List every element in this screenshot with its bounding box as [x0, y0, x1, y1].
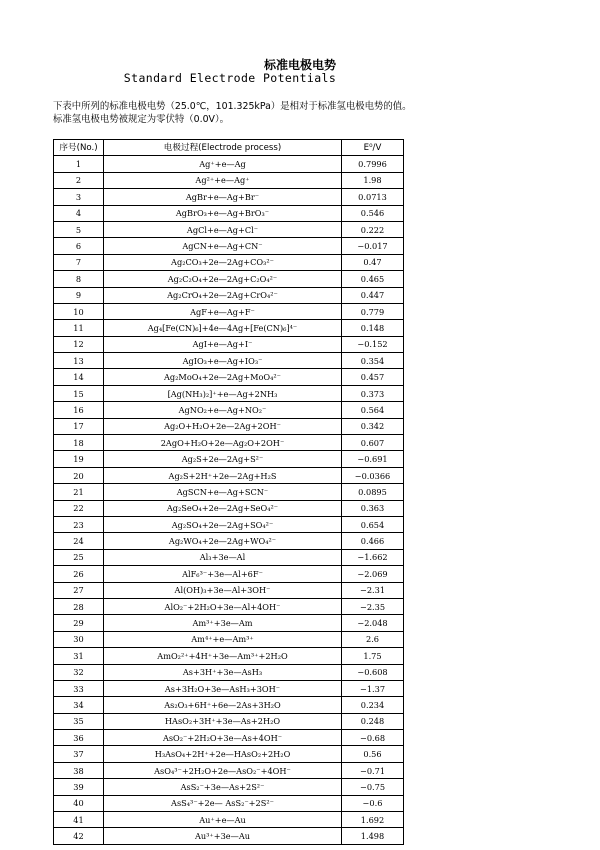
table-row — [54, 582, 404, 598]
cell-no: 42 — [54, 828, 104, 844]
table-row — [54, 353, 404, 369]
cell-no: 25 — [54, 549, 104, 565]
cell-potential: 0.654 — [342, 516, 404, 532]
cell-potential: −0.0366 — [342, 467, 404, 483]
cell-no: 29 — [54, 615, 104, 631]
table-row — [54, 566, 404, 582]
cell-process: Ag₂C₂O₄+2e—2Ag+C₂O₄²⁻ — [104, 271, 342, 287]
cell-potential: −2.31 — [342, 582, 404, 598]
cell-potential: 0.7996 — [342, 156, 404, 172]
cell-process: As+3H⁺+3e—AsH₃ — [104, 664, 342, 680]
table-row — [54, 287, 404, 303]
table-row — [54, 648, 404, 664]
table-row — [54, 533, 404, 549]
cell-process: AmO₂²⁺+4H⁺+3e—Am³⁺+2H₂O — [104, 648, 342, 664]
page-title-chinese: 标准电极电势 — [263, 58, 336, 72]
cell-potential: −0.71 — [342, 762, 404, 778]
table-row — [54, 598, 404, 614]
cell-no: 24 — [54, 533, 104, 549]
cell-process: Au⁺+e—Au — [104, 812, 342, 828]
cell-process: Ag₂CO₃+2e—2Ag+CO₃²⁻ — [104, 254, 342, 270]
table-header-row — [54, 140, 404, 156]
cell-no: 40 — [54, 795, 104, 811]
cell-no: 19 — [54, 451, 104, 467]
cell-no: 34 — [54, 697, 104, 713]
cell-process: As+3H₂O+3e—AsH₃+3OH⁻ — [104, 680, 342, 696]
cell-process: Ag₂MoO₄+2e—2Ag+MoO₄²⁻ — [104, 369, 342, 385]
cell-no: 8 — [54, 271, 104, 287]
cell-potential: 0.564 — [342, 402, 404, 418]
cell-process: AlF₆³⁻+3e—Al+6F⁻ — [104, 566, 342, 582]
cell-process: AsO₂⁻+2H₂O+3e—As+4OH⁻ — [104, 730, 342, 746]
cell-potential: 0.148 — [342, 320, 404, 336]
cell-potential: −0.6 — [342, 795, 404, 811]
cell-process: Ag₄[Fe(CN)₆]+4e—4Ag+[Fe(CN)₆]⁴⁻ — [104, 320, 342, 336]
cell-no: 13 — [54, 353, 104, 369]
table-row — [54, 369, 404, 385]
cell-no: 12 — [54, 336, 104, 352]
cell-potential: −1.662 — [342, 549, 404, 565]
cell-process: Ag²⁺+e—Ag⁺ — [104, 172, 342, 188]
cell-potential: 1.98 — [342, 172, 404, 188]
cell-no: 36 — [54, 730, 104, 746]
cell-process: AsS₂⁻+3e—As+2S²⁻ — [104, 779, 342, 795]
cell-process: Ag₂SeO₄+2e—2Ag+SeO₄²⁻ — [104, 500, 342, 516]
cell-potential: 0.779 — [342, 303, 404, 319]
cell-no: 28 — [54, 598, 104, 614]
cell-process: AlO₂⁻+2H₂O+3e—Al+4OH⁻ — [104, 598, 342, 614]
table-row — [54, 828, 404, 844]
cell-no: 23 — [54, 516, 104, 532]
cell-process: Ag₂WO₄+2e—2Ag+WO₄²⁻ — [104, 533, 342, 549]
table-row — [54, 762, 404, 778]
cell-process: Al₃+3e—Al — [104, 549, 342, 565]
cell-no: 10 — [54, 303, 104, 319]
table-row — [54, 385, 404, 401]
table-row — [54, 467, 404, 483]
table-row — [54, 713, 404, 729]
cell-potential: −2.048 — [342, 615, 404, 631]
table-row — [54, 451, 404, 467]
cell-no: 27 — [54, 582, 104, 598]
table-row — [54, 746, 404, 762]
cell-no: 32 — [54, 664, 104, 680]
table-row — [54, 156, 404, 172]
cell-potential: 0.0713 — [342, 189, 404, 205]
cell-potential: 0.0895 — [342, 484, 404, 500]
cell-no: 31 — [54, 648, 104, 664]
cell-potential: 0.363 — [342, 500, 404, 516]
cell-process: AgF+e—Ag+F⁻ — [104, 303, 342, 319]
cell-no: 3 — [54, 189, 104, 205]
cell-potential: −0.608 — [342, 664, 404, 680]
cell-process: Au³⁺+3e—Au — [104, 828, 342, 844]
cell-process: AgNO₂+e—Ag+NO₂⁻ — [104, 402, 342, 418]
table-row — [54, 418, 404, 434]
cell-potential: 0.234 — [342, 697, 404, 713]
cell-no: 11 — [54, 320, 104, 336]
cell-no: 2 — [54, 172, 104, 188]
cell-potential: 0.457 — [342, 369, 404, 385]
header-potential: E⁰/V — [342, 140, 404, 156]
cell-process: Al(OH)₃+3e—Al+3OH⁻ — [104, 582, 342, 598]
cell-no: 33 — [54, 680, 104, 696]
header-no: 序号(No.) — [54, 140, 104, 156]
cell-no: 6 — [54, 238, 104, 254]
cell-no: 4 — [54, 205, 104, 221]
cell-process: AgI+e—Ag+I⁻ — [104, 336, 342, 352]
cell-potential: 0.546 — [342, 205, 404, 221]
cell-process: Ag₂CrO₄+2e—2Ag+CrO₄²⁻ — [104, 287, 342, 303]
table-row — [54, 336, 404, 352]
table-row — [54, 680, 404, 696]
cell-potential: 0.342 — [342, 418, 404, 434]
cell-potential: 0.447 — [342, 287, 404, 303]
cell-potential: 0.466 — [342, 533, 404, 549]
potentials-table — [53, 139, 404, 845]
cell-potential: 0.373 — [342, 385, 404, 401]
cell-no: 22 — [54, 500, 104, 516]
table-row — [54, 238, 404, 254]
cell-no: 14 — [54, 369, 104, 385]
table-row — [54, 435, 404, 451]
cell-potential: 1.692 — [342, 812, 404, 828]
cell-process: AsS₄³⁻+2e— AsS₂⁻+2S²⁻ — [104, 795, 342, 811]
table-row — [54, 320, 404, 336]
table-row — [54, 254, 404, 270]
cell-potential: −2.069 — [342, 566, 404, 582]
intro-paragraph: 下表中所列的标准电极电势（25.0℃，101.325kPa）是相对于标准氢电极电势的值。标准氢电极电势被规定为零伏特（0.0V）。 — [53, 101, 412, 125]
cell-process: AgBrO₃+e—Ag+BrO₃⁻ — [104, 205, 342, 221]
table-row — [54, 484, 404, 500]
cell-process: Ag⁺+e—Ag — [104, 156, 342, 172]
cell-potential: 2.6 — [342, 631, 404, 647]
table-row — [54, 812, 404, 828]
table-row — [54, 697, 404, 713]
cell-process: AgCN+e—Ag+CN⁻ — [104, 238, 342, 254]
table-row — [54, 631, 404, 647]
cell-process: AgSCN+e—Ag+SCN⁻ — [104, 484, 342, 500]
cell-no: 41 — [54, 812, 104, 828]
cell-process: AgCl+e—Ag+Cl⁻ — [104, 221, 342, 237]
cell-no: 35 — [54, 713, 104, 729]
cell-no: 21 — [54, 484, 104, 500]
table-row — [54, 303, 404, 319]
cell-potential: 0.222 — [342, 221, 404, 237]
cell-process: Ag₂SO₄+2e—2Ag+SO₄²⁻ — [104, 516, 342, 532]
table-row — [54, 549, 404, 565]
cell-potential: −0.017 — [342, 238, 404, 254]
cell-no: 7 — [54, 254, 104, 270]
cell-process: Ag₂O+H₂O+2e—2Ag+2OH⁻ — [104, 418, 342, 434]
cell-potential: 1.75 — [342, 648, 404, 664]
cell-process: H₃AsO₄+2H⁺+2e—HAsO₂+2H₂O — [104, 746, 342, 762]
cell-process: [Ag(NH₃)₂]⁺+e—Ag+2NH₃ — [104, 385, 342, 401]
cell-potential: −0.691 — [342, 451, 404, 467]
cell-process: Am³⁺+3e—Am — [104, 615, 342, 631]
cell-potential: 0.56 — [342, 746, 404, 762]
cell-process: 2AgO+H₂O+2e—Ag₂O+2OH⁻ — [104, 435, 342, 451]
table-row — [54, 205, 404, 221]
cell-no: 37 — [54, 746, 104, 762]
table-row — [54, 664, 404, 680]
cell-process: AgBr+e—Ag+Br⁻ — [104, 189, 342, 205]
cell-no: 9 — [54, 287, 104, 303]
cell-process: Ag₂S+2e—2Ag+S²⁻ — [104, 451, 342, 467]
table-row — [54, 189, 404, 205]
cell-no: 16 — [54, 402, 104, 418]
cell-process: As₂O₃+6H⁺+6e—2As+3H₂O — [104, 697, 342, 713]
table-row — [54, 795, 404, 811]
table-body — [54, 156, 404, 844]
cell-no: 18 — [54, 435, 104, 451]
table-row — [54, 271, 404, 287]
cell-no: 26 — [54, 566, 104, 582]
cell-process: Ag₂S+2H⁺+2e—2Ag+H₂S — [104, 467, 342, 483]
cell-potential: 1.498 — [342, 828, 404, 844]
cell-potential: −0.68 — [342, 730, 404, 746]
cell-no: 20 — [54, 467, 104, 483]
cell-potential: 0.248 — [342, 713, 404, 729]
table-row — [54, 172, 404, 188]
cell-potential: −0.152 — [342, 336, 404, 352]
table-row — [54, 779, 404, 795]
cell-potential: −2.35 — [342, 598, 404, 614]
cell-potential: −0.75 — [342, 779, 404, 795]
cell-process: Am⁴⁺+e—Am³⁺ — [104, 631, 342, 647]
cell-no: 1 — [54, 156, 104, 172]
cell-potential: −1.37 — [342, 680, 404, 696]
table-row — [54, 516, 404, 532]
cell-no: 17 — [54, 418, 104, 434]
cell-no: 38 — [54, 762, 104, 778]
table-row — [54, 500, 404, 516]
table-row — [54, 221, 404, 237]
cell-potential: 0.354 — [342, 353, 404, 369]
table-row — [54, 615, 404, 631]
cell-process: HAsO₂+3H⁺+3e—As+2H₂O — [104, 713, 342, 729]
cell-no: 15 — [54, 385, 104, 401]
page-title-english: Standard Electrode Potentials — [123, 71, 337, 85]
table-row — [54, 730, 404, 746]
cell-no: 30 — [54, 631, 104, 647]
header-process: 电极过程(Electrode process) — [104, 140, 342, 156]
cell-potential: 0.465 — [342, 271, 404, 287]
cell-no: 5 — [54, 221, 104, 237]
cell-potential: 0.607 — [342, 435, 404, 451]
cell-no: 39 — [54, 779, 104, 795]
cell-process: AsO₄³⁻+2H₂O+2e—AsO₂⁻+4OH⁻ — [104, 762, 342, 778]
cell-process: AgIO₃+e—Ag+IO₃⁻ — [104, 353, 342, 369]
cell-potential: 0.47 — [342, 254, 404, 270]
table-row — [54, 402, 404, 418]
